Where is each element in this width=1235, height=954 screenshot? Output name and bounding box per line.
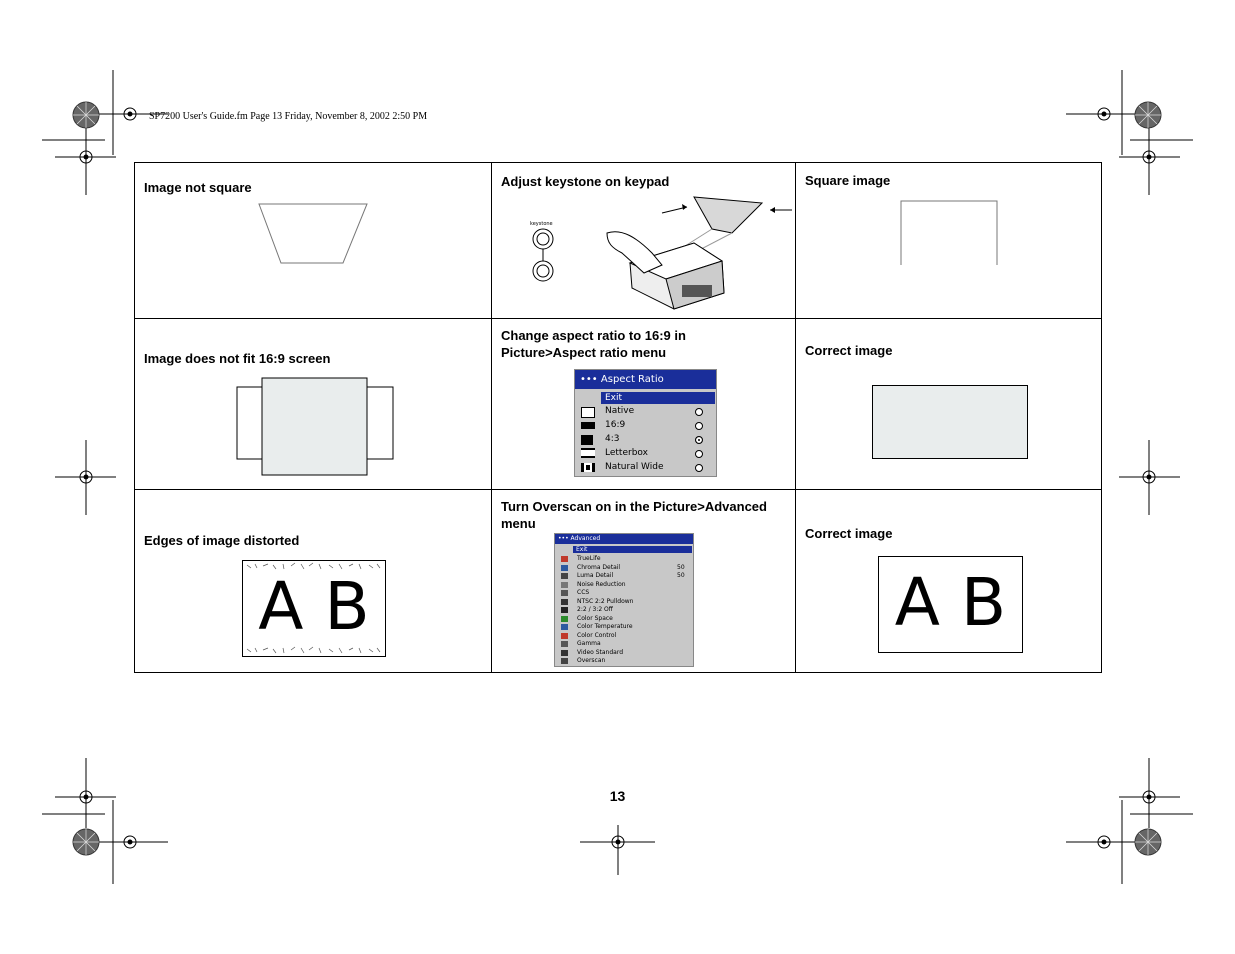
table-cell: [135, 319, 492, 490]
menu-item-icon: [561, 624, 568, 630]
menu-item[interactable]: [555, 606, 693, 615]
menu-item-icon: [561, 565, 568, 571]
menu-item-icon: [561, 590, 568, 596]
menu-item[interactable]: Letterbox: [575, 447, 716, 461]
menu-item-label: 2:2 / 3:2 Off: [577, 606, 613, 613]
table-cell: [796, 163, 1102, 319]
menu-item-icon: [561, 599, 568, 605]
menu-item-icon: [561, 582, 568, 588]
table-row: [135, 163, 1102, 319]
menu-dots-icon: •••: [558, 535, 569, 542]
menu-item-label: Video Standard: [577, 648, 624, 656]
menu-item[interactable]: [555, 649, 693, 658]
menu-exit[interactable]: Exit: [601, 392, 715, 404]
menu-item[interactable]: [555, 615, 693, 624]
menu-item[interactable]: 16:9: [575, 419, 716, 433]
menu-item[interactable]: [555, 657, 693, 666]
menu-item[interactable]: [555, 589, 693, 598]
menu-item-label: Overscan: [577, 657, 606, 664]
menu-dots-icon: •••: [580, 374, 598, 385]
table-row: [135, 490, 1102, 673]
radio-button[interactable]: [695, 464, 703, 472]
widescreen-icon: [581, 422, 595, 429]
troubleshooting-table: [134, 162, 1102, 673]
menu-item-value: 50: [677, 563, 685, 571]
correct-image-figure: [872, 385, 1028, 459]
menu-item-icon: [561, 607, 568, 613]
menu-item[interactable]: [555, 581, 693, 590]
keypad-figure: [530, 227, 560, 285]
radio-button[interactable]: [695, 450, 703, 458]
menu-item[interactable]: [555, 632, 693, 641]
ab-text: A B: [258, 568, 370, 645]
native-icon: [581, 407, 595, 418]
advanced-options: [555, 555, 693, 666]
oversized-image-figure: [236, 377, 394, 477]
menu-item-icon: [561, 573, 568, 579]
menu-item-icon: [561, 650, 568, 656]
distorted-image-figure: [242, 560, 386, 657]
menu-item-value: 50: [677, 572, 685, 579]
menu-title-text: Aspect Ratio: [600, 374, 664, 385]
advanced-menu: [554, 533, 694, 667]
table-cell: [135, 163, 492, 319]
menu-item-label: NTSC 2:2 Pulldown: [577, 597, 634, 605]
menu-item-label: CCS: [577, 589, 590, 596]
menu-item-label: Color Space: [577, 614, 613, 622]
cell-label: Picture>Aspect ratio menu: [501, 345, 667, 360]
menu-item-label: Luma Detail: [577, 572, 614, 579]
cell-label: Correct image: [805, 526, 893, 541]
menu-item-label: Noise Reduction: [577, 580, 626, 588]
square-image-figure: [900, 200, 998, 266]
menu-title: [555, 534, 693, 544]
menu-item[interactable]: 4:3: [575, 433, 716, 447]
menu-item-label: Color Control: [577, 631, 617, 639]
cell-label: Image does not fit 16:9 screen: [144, 351, 331, 366]
menu-item[interactable]: Natural Wide: [575, 461, 716, 475]
table-cell: [796, 319, 1102, 490]
menu-item[interactable]: [555, 598, 693, 607]
cell-label: Change aspect ratio to 16:9 in: [501, 328, 686, 343]
radio-button[interactable]: [695, 422, 703, 430]
table-cell: [796, 490, 1102, 673]
table-cell: [492, 319, 796, 490]
keypad-label: keystone: [530, 221, 553, 227]
table-cell: [492, 163, 796, 319]
menu-item-label: Gamma: [577, 640, 601, 647]
letterbox-icon: [581, 448, 595, 458]
radio-button[interactable]: [695, 408, 703, 416]
menu-item-icon: [561, 616, 568, 622]
cell-label: Edges of image distorted: [144, 533, 300, 548]
aspect-ratio-menu: [574, 369, 717, 477]
cell-label: Image not square: [144, 180, 252, 195]
cell-label: Correct image: [805, 343, 893, 358]
projector-figure: [602, 193, 792, 313]
cell-label: Turn Overscan on in the Picture>Advanced: [501, 499, 767, 514]
table-cell: [492, 490, 796, 673]
corrected-ab-figure: [878, 556, 1023, 653]
menu-item-label: Color Temperature: [577, 623, 633, 630]
menu-item[interactable]: [555, 623, 693, 632]
table-row: [135, 319, 1102, 490]
ab-text: A B: [894, 564, 1007, 641]
menu-title: [575, 370, 716, 389]
page-number: 13: [609, 788, 626, 804]
cell-label: Square image: [805, 173, 891, 188]
cell-label: Adjust keystone on keypad: [501, 174, 670, 189]
menu-item-icon: [561, 658, 568, 664]
menu-item[interactable]: [555, 555, 693, 564]
menu-item-icon: [561, 556, 568, 562]
menu-item[interactable]: [555, 640, 693, 649]
menu-item[interactable]: Native: [575, 405, 716, 419]
menu-exit[interactable]: Exit: [573, 546, 692, 553]
menu-item-label: Chroma Detail: [577, 563, 621, 571]
cell-label: menu: [501, 516, 536, 531]
radio-button-selected[interactable]: [695, 436, 703, 444]
keystoned-image-figure: [257, 203, 369, 265]
menu-item-label: TrueLife: [577, 555, 601, 562]
natural-wide-icon: [581, 463, 595, 472]
menu-item-icon: [561, 633, 568, 639]
file-slug: SP7200 User's Guide.fm Page 13 Friday, November 8, 2002 2:50 PM: [149, 111, 428, 122]
menu-title-text: Advanced: [570, 535, 601, 542]
aspect-ratio-options: [575, 405, 716, 475]
menu-item[interactable]: [555, 564, 693, 573]
table-cell: [135, 490, 492, 673]
menu-item-icon: [561, 641, 568, 647]
menu-item[interactable]: [555, 572, 693, 581]
standard-icon: [581, 435, 593, 445]
